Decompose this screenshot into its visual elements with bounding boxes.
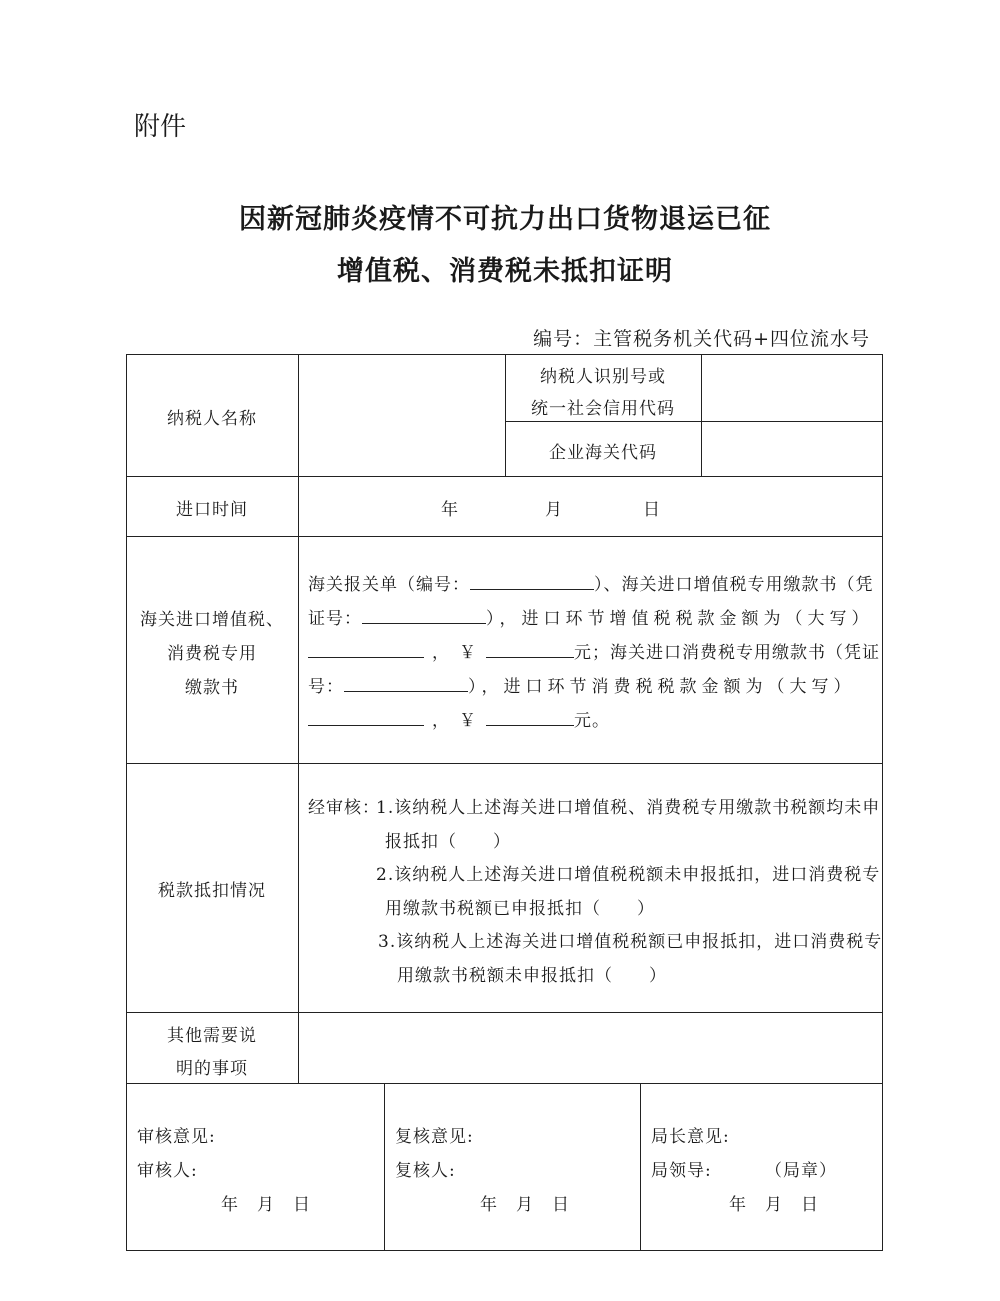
- import-time-label: 进口时间: [176, 500, 248, 520]
- deduction-status-label: 税款抵扣情况: [158, 881, 266, 901]
- consumption-amount-figures-blank[interactable]: [486, 705, 574, 726]
- reviewer-label: 审核人:: [137, 1161, 198, 1181]
- director-opinion-label: 局长意见:: [651, 1127, 730, 1147]
- table-column-divider: [701, 354, 702, 476]
- credit-code-label: 统一社会信用代码: [531, 399, 675, 419]
- vat-yuan-sign: ，￥: [432, 643, 486, 663]
- deduction-option-2: 2.该纳税人上述海关进口增值税税额未申报抵扣，进口消费税专: [376, 865, 881, 885]
- voucher-text-line-5: [308, 704, 610, 738]
- taxpayer-id-label: 纳税人识别号或: [540, 367, 666, 387]
- deduction-option-3: 3.该纳税人上述海关进口增值税税额已申报抵扣，进口消费税专: [378, 932, 883, 952]
- vat-voucher-number-blank[interactable]: [362, 603, 486, 624]
- taxpayer-id-field[interactable]: [703, 356, 881, 420]
- voucher-label-line-2: 消费税专用: [167, 644, 257, 664]
- other-matters-field[interactable]: [300, 1015, 880, 1081]
- consumption-voucher-number-label: 号：: [308, 677, 344, 697]
- voucher-text-line-4: [308, 670, 856, 704]
- customs-code-field[interactable]: [703, 423, 881, 475]
- deduction-option-2-checkbox[interactable]: 用缴款书税额已申报抵扣（ ）: [385, 899, 655, 919]
- table-row-divider: [126, 1012, 883, 1013]
- voucher-label-line-3: 缴款书: [185, 678, 239, 698]
- taxpayer-name-field[interactable]: [300, 356, 504, 475]
- table-border-left: [126, 354, 127, 1251]
- vat-amount-words-blank[interactable]: [308, 637, 424, 658]
- attachment-label: 附件: [134, 112, 187, 142]
- vat-amount-figures-blank[interactable]: [486, 637, 574, 658]
- table-column-divider: [384, 1083, 385, 1250]
- consumption-yuan-sign: ，￥: [432, 711, 486, 731]
- other-matters-label-line-1: 其他需要说: [167, 1026, 257, 1046]
- director-date: 年 月 日: [729, 1195, 819, 1215]
- import-year-label: 年: [441, 500, 459, 520]
- review-date: 年 月 日: [221, 1195, 311, 1215]
- import-month-label: 月: [545, 500, 563, 520]
- table-column-divider: [640, 1083, 641, 1250]
- document-title-line-2: 增值税、消费税未抵扣证明: [337, 256, 673, 287]
- table-column-divider: [298, 354, 299, 1083]
- review-intro: 经审核：: [308, 798, 380, 818]
- yuan-unit: 元。: [574, 711, 610, 731]
- review-opinion-label: 审核意见:: [137, 1127, 216, 1147]
- vat-amount-label: ），进口环节增值税税款金额为（大写）: [486, 609, 874, 629]
- recheck-date: 年 月 日: [480, 1195, 570, 1215]
- rechecker-label: 复核人:: [395, 1161, 456, 1181]
- deduction-option-3-checkbox[interactable]: 用缴款书税额未申报抵扣（ ）: [397, 966, 667, 986]
- deduction-option-1-checkbox[interactable]: 报抵扣（ ）: [385, 832, 511, 852]
- other-matters-label-line-2: 明的事项: [176, 1059, 248, 1079]
- import-day-label: 日: [643, 500, 661, 520]
- voucher-text-line-2: [308, 602, 874, 636]
- vat-voucher-number-label: 证号：: [308, 609, 362, 629]
- voucher-text-line-3: [308, 636, 880, 670]
- document-title-line-1: 因新冠肺炎疫情不可抗力出口货物退运已征: [239, 204, 771, 235]
- declaration-number-label: 海关报关单（编号：: [308, 575, 470, 595]
- consumption-amount-label: ），进口环节消费税税款金额为（大写）: [468, 677, 856, 697]
- deduction-option-1: 1.该纳税人上述海关进口增值税、消费税专用缴款书税额均未申: [376, 798, 881, 818]
- table-border-bottom: [126, 1250, 883, 1251]
- voucher-label-line-1: 海关进口增值税、: [140, 610, 284, 630]
- table-row-divider: [126, 763, 883, 764]
- consumption-voucher-number-blank[interactable]: [344, 671, 468, 692]
- vat-voucher-label: ）、海关进口增值税专用缴款书（凭: [594, 575, 874, 595]
- serial-number-label: 编号：主管税务机关代码+四位流水号: [533, 328, 870, 350]
- bureau-leader-label: 局领导:: [651, 1161, 712, 1181]
- consumption-amount-words-blank[interactable]: [308, 705, 424, 726]
- table-border-right: [882, 354, 883, 1251]
- table-row-divider: [126, 476, 883, 477]
- recheck-opinion-label: 复核意见:: [395, 1127, 474, 1147]
- customs-code-label: 企业海关代码: [549, 443, 657, 463]
- consumption-voucher-label: 元；海关进口消费税专用缴款书（凭证: [574, 643, 880, 663]
- voucher-text-line-1: [308, 568, 874, 602]
- declaration-number-blank[interactable]: [470, 569, 594, 590]
- bureau-seal-label: （局章）: [765, 1161, 837, 1181]
- taxpayer-name-label: 纳税人名称: [167, 409, 257, 429]
- table-row-divider: [126, 536, 883, 537]
